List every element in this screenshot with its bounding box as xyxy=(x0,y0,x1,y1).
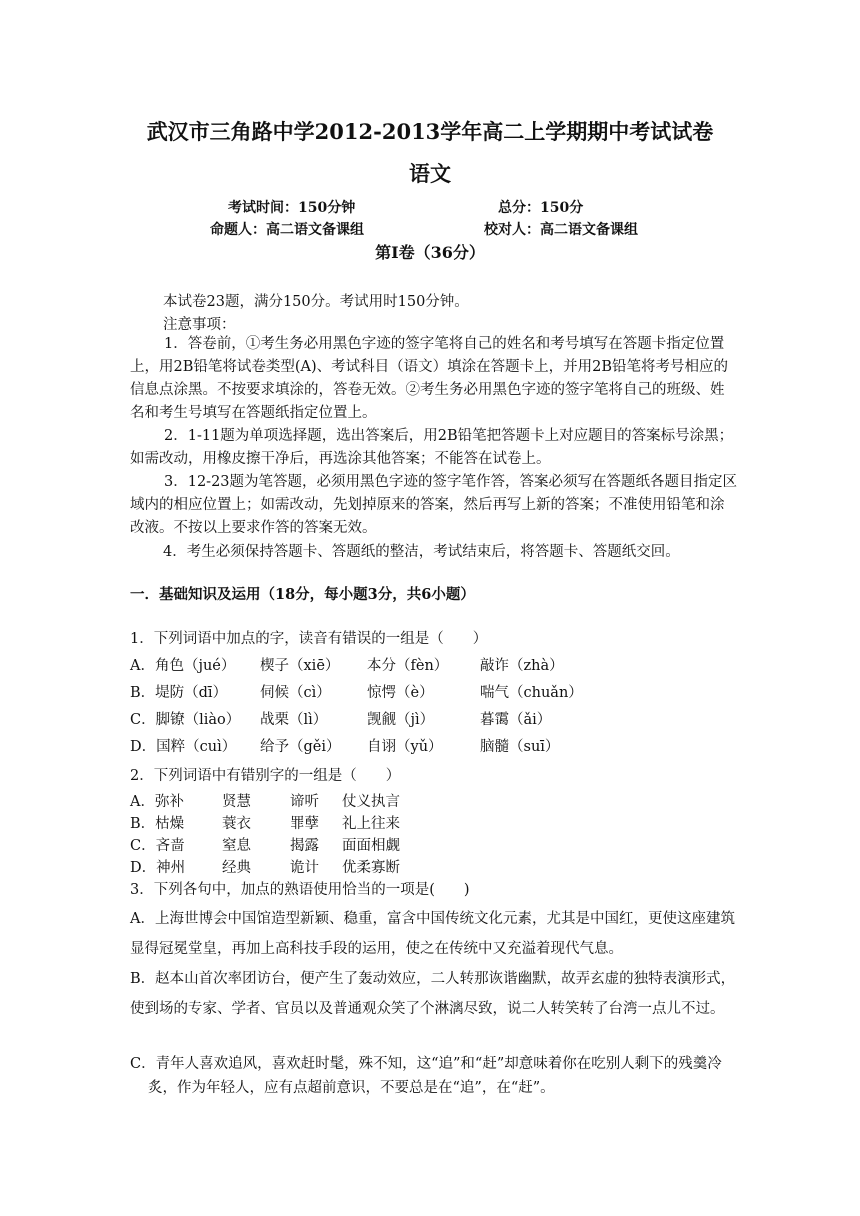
q1-d-4: 脑髓（suī） xyxy=(480,739,560,755)
q1-stem: 1．下列词语中加点的字，读音有错误的一组是（ ） xyxy=(130,631,488,647)
checker: 校对人：高二语文备课组 xyxy=(484,222,638,238)
q1-c-1: C．脚镣（liào） xyxy=(130,712,241,728)
q2-c-4: 面面相觑 xyxy=(342,838,400,854)
part-title: 第Ⅰ卷（36分） xyxy=(375,243,485,262)
q2-b-1: B．枯燥 xyxy=(130,816,185,832)
q3-option-b: B．赵本山首次率团访台，便产生了轰动效应，二人转那诙谐幽默，故弄玄虚的独特表演形式，使到场的专家、学者、官员以及普通观众笑了个淋漓尽致，说二人转笑转了台湾一点儿不过。 xyxy=(130,971,736,1017)
author: 命题人：高二语文备课组 xyxy=(210,222,364,238)
instruction-item-3: 3．12-23题为笔答题，必须用黑色字迹的签字笔作答，答案必须写在答题纸各题目指定区域内的相应位置上；如需改动，先划掉原来的答案，然后再写上新的答案；不准使用铅笔和涂改液。不按以上要求作答的答案无效。 xyxy=(130,474,738,536)
q1-option-c xyxy=(130,708,583,735)
q1-d-3: 自诩（yǔ） xyxy=(367,739,443,755)
q2-a-4: 仗义执言 xyxy=(342,794,400,810)
instruction-item-4: 4．考生必须保持答题卡、答题纸的整洁，考试结束后，将答题卡、答题纸交回。 xyxy=(163,544,680,560)
q1-b-3: 惊愕（è） xyxy=(367,685,434,701)
q2-option-b xyxy=(130,812,400,834)
q2-option-c xyxy=(130,834,400,856)
exam-time: 考试时间：150分钟 xyxy=(228,200,356,216)
q1-c-2: 战栗（lì） xyxy=(260,712,328,728)
q1-option-a xyxy=(130,654,583,681)
q2-d-1: D．神州 xyxy=(130,860,186,876)
q2-b-2: 蓑衣 xyxy=(222,816,251,832)
section-1-title: 一．基础知识及运用（18分，每小题3分，共6小题） xyxy=(130,586,475,603)
q1-a-4: 敲诈（zhà） xyxy=(480,658,564,674)
q1-b-4: 喘气（chuǎn） xyxy=(480,685,583,701)
notice-label: 注意事项： xyxy=(163,317,236,333)
q3-option-c: C．青年人喜欢追风，喜欢赶时髦，殊不知，这“追”和“赶”却意味着你在吃别人剩下的残羹冷炙，作为年轻人，应有点超前意识，不要总是在“追”，在“赶”。 xyxy=(130,1056,722,1096)
q3-stem: 3．下列各句中，加点的熟语使用恰当的一项是( ) xyxy=(130,882,470,898)
total-score: 总分：150分 xyxy=(498,200,584,216)
instruction-item-1: 1．答卷前，①考生务必用黑色字迹的签字笔将自己的姓名和考号填写在答题卡指定位置上，用2B铅笔将试卷类型(A)、考试科目（语文）填涂在答题卡上，并用2B铅笔将考号相应的信息点涂黑。不按要求填涂的，答卷无效。②考生务必用黑色字迹的签字笔将自己的班级、姓名和考生号填写在答题纸指定位置上。 xyxy=(130,336,729,421)
q1-c-4: 暮霭（ǎi） xyxy=(480,712,552,728)
q1-a-1: A．角色（jué） xyxy=(130,658,236,674)
q1-d-2: 给予（gěi） xyxy=(260,739,341,755)
q2-d-2: 经典 xyxy=(222,860,251,876)
instruction-item-2: 2．1-11题为单项选择题，选出答案后，用2B铅笔把答题卡上对应题目的答案标号涂黑；如需改动，用橡皮擦干净后，再选涂其他答案；不能答在试卷上。 xyxy=(130,428,734,467)
q2-a-3: 谛听 xyxy=(290,794,319,810)
q1-options xyxy=(130,654,583,762)
q2-option-d xyxy=(130,856,400,878)
q2-c-2: 窒息 xyxy=(222,838,251,854)
q2-c-1: C．吝啬 xyxy=(130,838,185,854)
q2-c-3: 揭露 xyxy=(290,838,319,854)
q1-a-2: 楔子（xiē） xyxy=(260,658,340,674)
q1-option-b xyxy=(130,681,583,708)
q1-a-3: 本分（fèn） xyxy=(367,658,449,674)
q2-d-3: 诡计 xyxy=(290,860,319,876)
q2-d-4: 优柔寡断 xyxy=(342,860,400,876)
subject-title: 语文 xyxy=(409,161,451,186)
q2-option-a xyxy=(130,790,400,812)
q1-b-1: B．堤防（dī） xyxy=(130,685,228,701)
intro-text: 本试卷23题，满分150分。考试用时150分钟。 xyxy=(163,294,469,310)
q2-a-1: A．弥补 xyxy=(130,794,184,810)
q2-b-3: 罪孽 xyxy=(290,816,319,832)
q2-a-2: 贤慧 xyxy=(222,794,251,810)
q3-option-a: A．上海世博会中国馆造型新颖、稳重，富含中国传统文化元素，尤其是中国红，更使这座建筑显得冠冕堂皇，再加上高科技手段的运用，使之在传统中又充溢着现代气息。 xyxy=(130,911,735,957)
q1-d-1: D．国粹（cuì） xyxy=(130,739,237,755)
exam-title: 武汉市三角路中学2012-2013学年高二上学期期中考试试卷 xyxy=(146,119,714,144)
q1-b-2: 伺候（cì） xyxy=(260,685,331,701)
q1-option-d xyxy=(130,735,583,762)
q2-b-4: 礼上往来 xyxy=(342,816,400,832)
q1-c-3: 觊觎（jì） xyxy=(367,712,435,728)
q2-stem: 2．下列词语中有错别字的一组是（ ） xyxy=(130,768,401,784)
q2-options xyxy=(130,790,400,878)
